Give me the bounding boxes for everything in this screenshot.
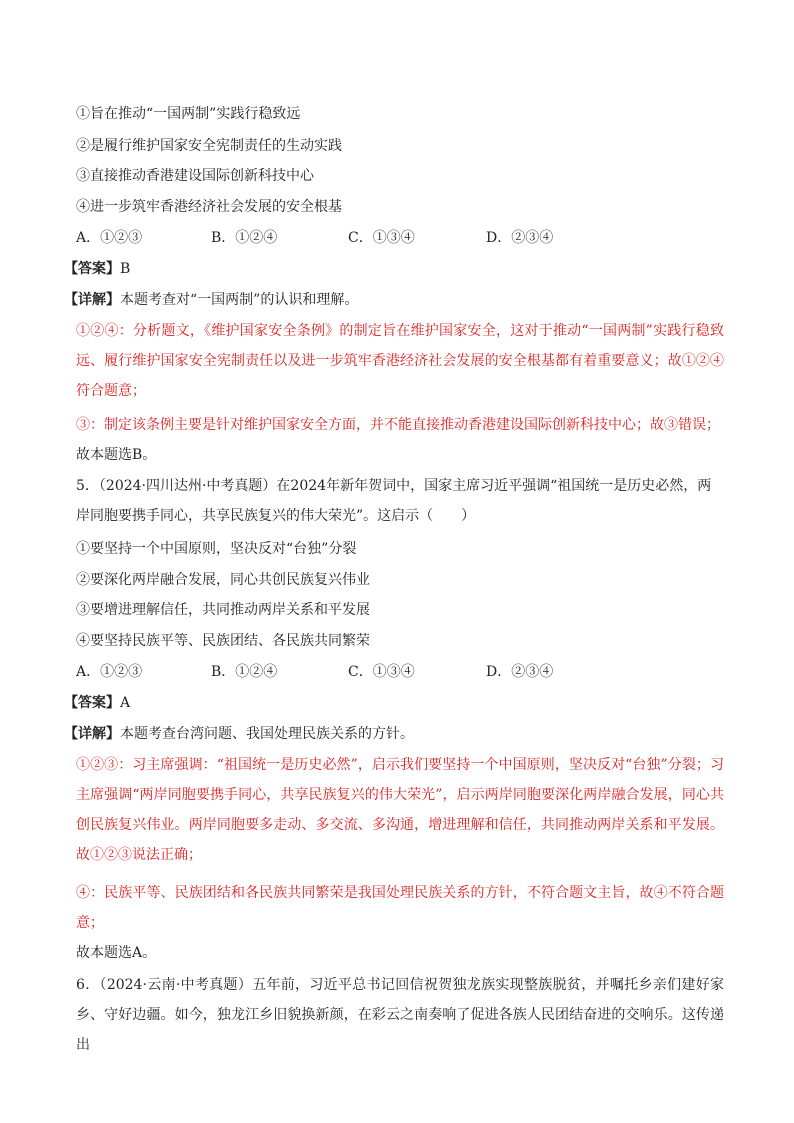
q5-statement-3: ③要增进理解信任，共同推动两岸关系和平发展: [76, 602, 370, 618]
q5-detail: [64, 724, 714, 744]
q4-conclusion: 故本题选B。: [76, 447, 157, 463]
q4-option-b: B．①②④: [211, 230, 278, 246]
answer-value: B: [120, 261, 131, 277]
q4-analysis-wrong: ③：制定该条例主要是针对维护国家安全方面，并不能直接推动香港建设国际创新科技中心；故③错误；: [76, 417, 720, 433]
detail-text: 本题考查台湾问题、我国处理民族关系的方针。: [120, 726, 414, 742]
answer-label: 【答案】: [64, 261, 120, 277]
q5-option-b: B．①②④: [211, 664, 278, 680]
answer-value: A: [120, 695, 131, 711]
q5-stem: 5．（2024·四川达州·中考真题）在2024年新年贺词中，国家主席习近平强调“祖国统一是历史必然，两岸同胞要携手同心，共享民族复兴的伟大荣光”。这启示（ ）: [76, 478, 712, 524]
q4-option-d: D．②③④: [486, 230, 554, 246]
q4-statement-4: ④进一步筑牢香港经济社会发展的安全根基: [76, 199, 342, 215]
q4-answer: [64, 259, 714, 279]
q4-statement-3: ③直接推动香港建设国际创新科技中心: [76, 168, 314, 184]
q5-option-a: A．①②③: [76, 664, 143, 680]
q5-statement-4: ④要坚持民族平等、民族团结、各民族共同繁荣: [76, 633, 370, 649]
q4-options: [76, 228, 726, 248]
q5-answer: [64, 693, 714, 713]
q5-statement-1: ①要坚持一个中国原则，坚决反对“台独”分裂: [76, 541, 357, 557]
q6-stem: 6．（2024·云南·中考真题）五年前，习近平总书记回信祝贺独龙族实现整族脱贫，并嘱托乡亲们建好家乡、守好边疆。如今，独龙江乡旧貌换新颜，在彩云之南奏响了促进各族人民团结奋进的交响乐。这传递出: [76, 977, 724, 1053]
q4-option-a: A．①②③: [76, 230, 143, 246]
q5-options: [76, 662, 726, 682]
q4-option-c: C．①③④: [348, 230, 415, 246]
q4-detail: [64, 290, 714, 310]
q5-option-d: D．②③④: [486, 664, 554, 680]
q4-statement-2: ②是履行维护国家安全宪制责任的生动实践: [76, 138, 342, 154]
answer-label: 【答案】: [64, 695, 120, 711]
q5-analysis-correct: ①②③：习主席强调：“祖国统一是历史必然”，启示我们要坚持一个中国原则，坚决反对“台独”分裂；习主席强调“两岸同胞要携手同心，共享民族复兴的伟大荣光”，启示两岸同胞要深化两岸融合发展，同心共创民族复兴伟业。两岸同胞要多走动、多交流、多沟通，增进理解和信任，共同推动两岸关系和平发展。故①②③说法正确；: [76, 757, 724, 863]
detail-label: 【详解】: [64, 292, 120, 308]
q5-statement-2: ②要深化两岸融合发展，同心共创民族复兴伟业: [76, 572, 370, 588]
q4-analysis-correct: ①②④：分析题文，《维护国家安全条例》的制定旨在维护国家安全，这对于推动“一国两制”实践行稳致远、履行维护国家安全宪制责任以及进一步筑牢香港经济社会发展的安全根基都有着重要意义；故①②④符合题意；: [76, 323, 724, 399]
q5-analysis-wrong: ④：民族平等、民族团结和各民族共同繁荣是我国处理民族关系的方针，不符合题文主旨，故④不符合题意；: [76, 885, 724, 931]
detail-label: 【详解】: [64, 726, 120, 742]
q5-option-c: C．①③④: [348, 664, 415, 680]
q5-conclusion: 故本题选A。: [76, 945, 157, 961]
q4-statement-1: ①旨在推动“一国两制”实践行稳致远: [76, 106, 301, 122]
detail-text: 本题考查对“一国两制”的认识和理解。: [120, 292, 359, 308]
